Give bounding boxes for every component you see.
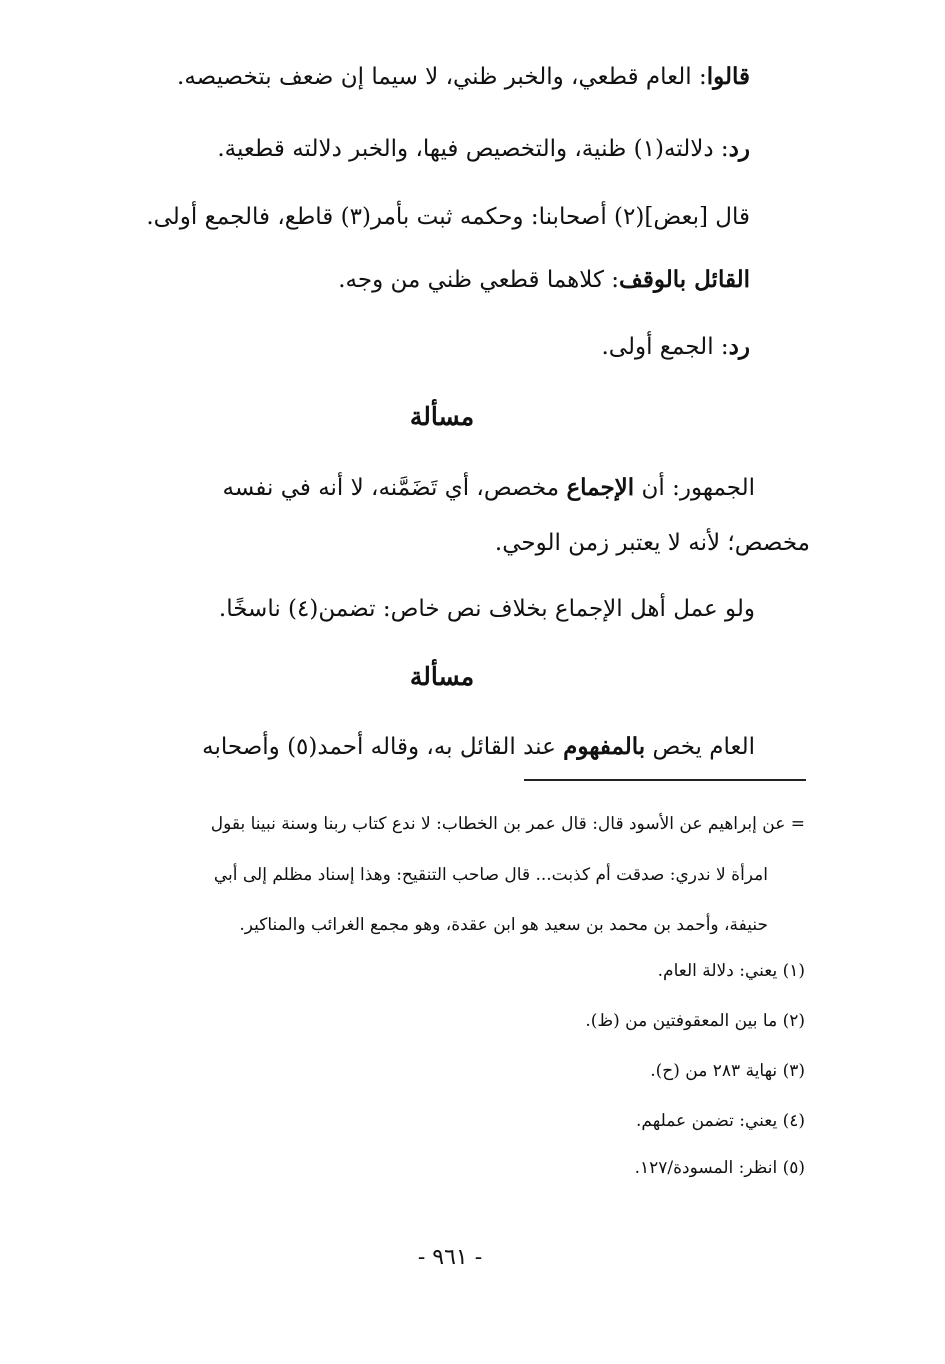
paragraph-4-text: : كلاهما قطعي ظني من وجه. bbox=[338, 267, 620, 293]
section-2-line-1 bbox=[202, 735, 755, 759]
section-1-line-3 bbox=[219, 598, 755, 621]
footnote-continuation-3: حنيفة، وأحمد بن محمد بن سعيد هو ابن عقدة، وهو مجمع الغرائب والمناكير. bbox=[239, 915, 768, 935]
paragraph-2-text: : دلالته(١) ظنية، والتخصيص فيها، والخبر دلالته قطعية. bbox=[217, 136, 729, 162]
section-1-line-1 bbox=[223, 476, 755, 500]
paragraph-2-label: رد bbox=[728, 135, 750, 162]
section-2-start: العام يخص bbox=[652, 734, 755, 760]
paragraph-5-label: رد bbox=[728, 333, 750, 360]
section-1-line-2 bbox=[495, 532, 810, 555]
footnote-3: (٣) نهاية ٢٨٣ من (ح). bbox=[650, 1061, 805, 1081]
section-heading-1: مسألة bbox=[409, 402, 475, 431]
paragraph-5-text: : الجمع أولى. bbox=[601, 334, 729, 360]
paragraph-4 bbox=[338, 268, 750, 292]
section-2-end: عند القائل به، وقاله أحمد(٥) وأصحابه bbox=[202, 734, 556, 760]
section-1-line-1-end: مخصص، أي تَضَمَّنه، لا أنه في نفسه bbox=[222, 475, 560, 501]
section-1-line-3-text: ولو عمل أهل الإجماع بخلاف نص خاص: تضمن(٤) ناسخًا. bbox=[218, 596, 755, 622]
footnote-continuation-1: = عن إبراهيم عن الأسود قال: قال عمر بن الخطاب: لا ندع كتاب ربنا وسنة نبينا بقول bbox=[210, 814, 805, 834]
footnote-2: (٢) ما بين المعقوفتين من (ظ). bbox=[585, 1011, 805, 1031]
page-number: - ٩٦١ - bbox=[417, 1245, 483, 1270]
paragraph-3-text: قال [بعض](٢) أصحابنا: وحكمه ثبت بأمر(٣) قاطع، فالجمع أولى. bbox=[146, 204, 750, 230]
section-1-line-1-bold: الإجماع bbox=[566, 474, 635, 501]
footnote-4: (٤) يعني: تضمن عملهم. bbox=[636, 1111, 805, 1131]
paragraph-3 bbox=[146, 205, 750, 229]
footnote-separator bbox=[524, 779, 806, 781]
section-1-line-1-start: الجمهور: أن bbox=[641, 475, 755, 501]
section-2-bold: بالمفهوم bbox=[563, 733, 646, 760]
footnote-5: (٥) انظر: المسودة/١٢٧. bbox=[634, 1158, 805, 1178]
footnote-continuation-2: امرأة لا ندري: صدقت أم كذبت... قال صاحب التنقيح: وهذا إسناد مظلم إلى أبي bbox=[213, 865, 768, 885]
paragraph-2 bbox=[217, 137, 750, 161]
paragraph-1-label: قالوا bbox=[706, 63, 750, 90]
paragraph-1-text: : العام قطعي، والخبر ظني، لا سيما إن ضعف بتخصيصه. bbox=[177, 64, 707, 90]
paragraph-5 bbox=[602, 335, 751, 359]
paragraph-4-label: القائل بالوقف bbox=[619, 266, 750, 293]
paragraph-1 bbox=[177, 65, 750, 89]
section-1-line-2-text: مخصص؛ لأنه لا يعتبر زمن الوحي. bbox=[494, 530, 810, 556]
section-heading-2: مسألة bbox=[409, 662, 475, 691]
footnote-1: (١) يعني: دلالة العام. bbox=[657, 961, 805, 981]
